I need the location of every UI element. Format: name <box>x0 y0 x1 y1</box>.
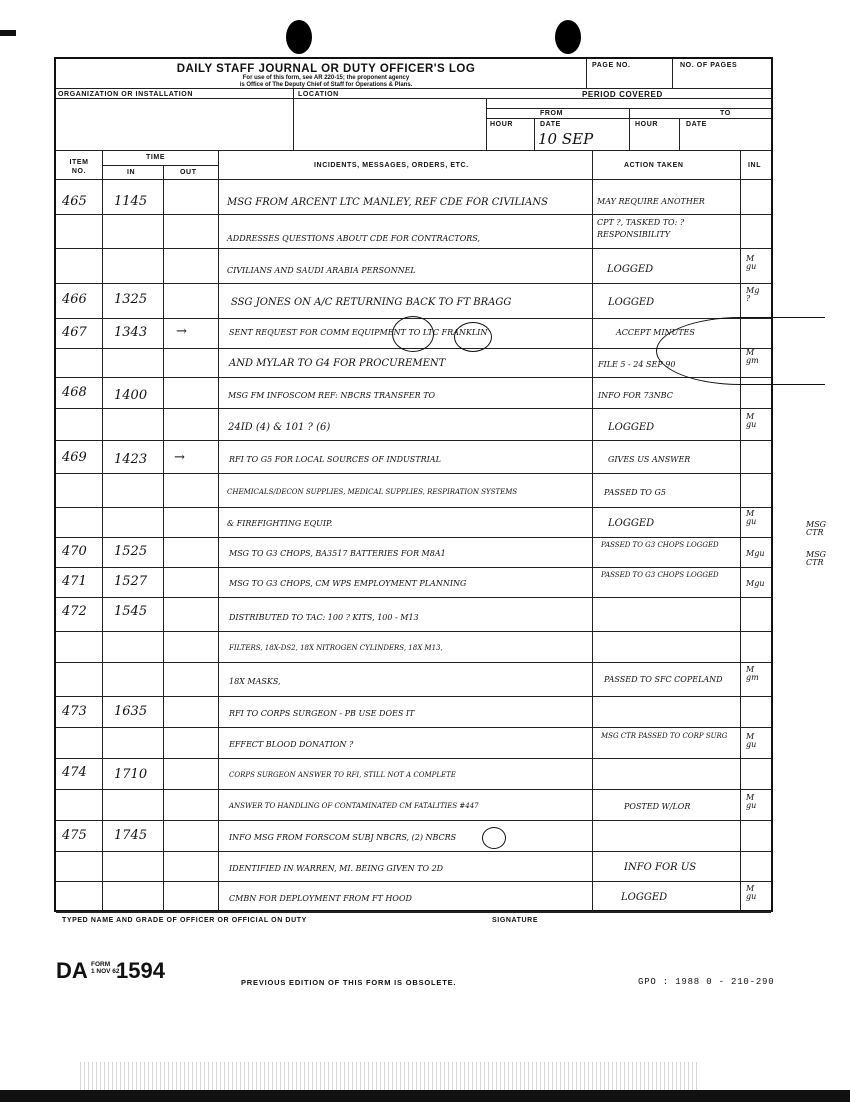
row-8-action: GIVES US ANSWER <box>608 455 691 464</box>
row-16-item: 473 <box>62 704 87 719</box>
row-16-in: 1635 <box>114 704 148 719</box>
row-11-action: PASSED TO G3 CHOPS LOGGED <box>601 541 719 549</box>
row-21-text: IDENTIFIED IN WARREN, MI. BEING GIVEN TO 2D <box>229 864 444 873</box>
hole-punch-right <box>555 20 581 54</box>
row-8-in: 1423 <box>114 452 148 467</box>
row-18-item: 474 <box>62 765 87 780</box>
form-title-block <box>161 63 491 88</box>
time-label: TIME <box>146 154 166 161</box>
from-hour-label: HOUR <box>490 121 514 128</box>
row-9-text: CHEMICALS/DECON SUPPLIES, MEDICAL SUPPLIES, RESPIRATION SYSTEMS <box>227 488 518 496</box>
row-6-item: 468 <box>62 385 87 400</box>
row-11-item: 470 <box>62 544 87 559</box>
row-12-initials: Mgu <box>746 579 765 588</box>
row-2-action: LOGGED <box>607 264 654 275</box>
row-3-item: 466 <box>62 292 87 307</box>
row-16-text: RFI TO CORPS SURGEON - PB USE DOES IT <box>229 709 415 718</box>
handwritten-circle <box>392 316 434 352</box>
row-0-item: 465 <box>62 194 87 209</box>
form-title: DAILY STAFF JOURNAL OR DUTY OFFICER'S LOG <box>176 63 476 75</box>
initials-label: INL <box>748 162 762 169</box>
footer-form-number: 1594 <box>116 958 165 983</box>
item-no-label <box>64 158 94 176</box>
row-0-in: 1145 <box>114 194 148 209</box>
row-17-text: EFFECT BLOOD DONATION ? <box>229 740 354 749</box>
from-label: FROM <box>540 110 564 117</box>
row-21-action: INFO FOR US <box>624 862 697 873</box>
row-13-text: DISTRIBUTED TO TAC: 100 ? KITS, 100 - M13 <box>229 613 419 622</box>
action-taken-label: ACTION TAKEN <box>624 162 684 169</box>
organization-label: ORGANIZATION OR INSTALLATION <box>58 91 194 98</box>
row-18-in: 1710 <box>114 767 148 782</box>
row-11-text: MSG TO G3 CHOPS, BA3517 BATTERIES FOR M8A1 <box>229 549 446 558</box>
row-17-initials: M gu <box>746 732 757 749</box>
row-5-action: FILE 5 - 24 SEP 90 <box>598 360 676 369</box>
row-15-action: PASSED TO SFC COPELAND <box>604 675 723 684</box>
no-of-pages-label: NO. OF PAGES <box>680 62 738 69</box>
row-19-action: POSTED W/LOR <box>624 802 691 811</box>
row-12-text: MSG TO G3 CHOPS, CM WPS EMPLOYMENT PLANNING <box>229 579 467 588</box>
row-0-text: MSG FROM ARCENT LTC MANLEY, REF CDE FOR CIVILIANS <box>227 197 548 208</box>
row-3-action: LOGGED <box>608 297 655 308</box>
journal-form <box>54 57 773 924</box>
footer-da: DA <box>56 958 88 983</box>
item-no-label-text: ITEM NO. <box>69 159 89 175</box>
row-22-initials: M gu <box>746 884 757 901</box>
row-12-item: 471 <box>62 574 87 589</box>
row-9-action: PASSED TO G5 <box>604 488 666 497</box>
row-4-item: 467 <box>62 325 87 340</box>
incidents-label: INCIDENTS, MESSAGES, ORDERS, ETC. <box>314 162 469 169</box>
row-6-in: 1400 <box>114 388 148 403</box>
row-12-in: 1527 <box>114 574 148 589</box>
margin-note-msg-ctr-1: MSG CTR <box>806 520 827 537</box>
row-6-text: MSG FM INFOSCOM REF: NBCRS TRANSFER TO <box>228 391 436 400</box>
scan-edge-mark <box>0 30 16 36</box>
footer-form-label: FORM <box>91 961 111 968</box>
footer-gpo: GPO : 1988 0 - 210-290 <box>638 977 775 987</box>
row-12-action: PASSED TO G3 CHOPS LOGGED <box>601 571 719 579</box>
row-1-action: CPT ?, TASKED TO: ? RESPONSIBILITY <box>597 218 685 239</box>
hole-punch-left <box>286 20 312 54</box>
from-date-value: 10 SEP <box>538 130 594 148</box>
handwritten-oval <box>656 317 825 385</box>
row-20-in: 1745 <box>114 828 148 843</box>
row-4-action: ACCEPT MINUTES <box>616 328 695 337</box>
row-19-text: ANSWER TO HANDLING OF CONTAMINATED CM FATALITIES #447 <box>229 802 479 810</box>
scan-bottom-edge <box>0 1090 850 1102</box>
period-covered-label: PERIOD COVERED <box>582 90 663 99</box>
margin-note-msg-ctr-2: MSG CTR <box>806 550 827 567</box>
row-14-text: FILTERS, 18X-DS2, 18X NITROGEN CYLINDERS, 18X M13, <box>229 644 443 652</box>
to-hour-label: HOUR <box>635 121 659 128</box>
page-no-label: PAGE NO. <box>592 62 631 69</box>
row-7-text: 24ID (4) & 101 ? (6) <box>228 422 331 433</box>
row-11-in: 1525 <box>114 544 148 559</box>
row-7-initials: M gu <box>746 412 757 429</box>
row-0-action: MAY REQUIRE ANOTHER <box>597 197 705 206</box>
row-5-initials: M gm <box>746 348 759 365</box>
row-6-action: INFO FOR 73NBC <box>598 391 673 400</box>
row-8-out: → <box>174 450 185 465</box>
footer-form-date: 1 NOV 62 <box>91 968 120 975</box>
from-date-label: DATE <box>540 121 561 128</box>
to-date-label: DATE <box>686 121 707 128</box>
row-15-text: 18X MASKS, <box>229 677 281 686</box>
row-3-in: 1325 <box>114 292 148 307</box>
row-10-text: & FIREFIGHTING EQUIP. <box>227 519 333 528</box>
row-20-text: INFO MSG FROM FORSCOM SUBJ NBCRS, (2) NBCRS <box>229 833 457 842</box>
row-2-text: CIVILIANS AND SAUDI ARABIA PERSONNEL <box>227 266 416 275</box>
row-2-initials: M gu <box>746 254 757 271</box>
time-in-label: IN <box>127 169 136 176</box>
row-17-action: MSG CTR PASSED TO CORP SURG <box>601 732 728 740</box>
handwritten-circle <box>454 322 492 352</box>
form-subtitle-1: For use of this form, see AR 220-15; the proponent agency <box>242 75 410 81</box>
typed-name-label: TYPED NAME AND GRADE OF OFFICER OR OFFICIAL ON DUTY <box>62 917 307 924</box>
signature-label: SIGNATURE <box>492 917 539 924</box>
row-7-action: LOGGED <box>608 422 655 433</box>
row-18-text: CORPS SURGEON ANSWER TO RFI, STILL NOT A COMPLETE <box>229 771 456 779</box>
row-11-initials: Mgu <box>746 549 765 558</box>
row-1-text: ADDRESSES QUESTIONS ABOUT CDE FOR CONTRACTORS, <box>227 234 481 243</box>
row-10-initials: M gu <box>746 509 757 526</box>
row-3-initials: Mg ? <box>746 286 760 303</box>
row-8-item: 469 <box>62 450 87 465</box>
row-22-action: LOGGED <box>621 892 668 903</box>
row-13-in: 1545 <box>114 604 148 619</box>
row-4-out: → <box>176 324 187 339</box>
row-10-action: LOGGED <box>608 518 655 529</box>
to-label: TO <box>720 110 731 117</box>
form-subtitle-2: is Office of The Deputy Chief of Staff for Operations & Plans. <box>239 81 413 88</box>
row-8-text: RFI TO G5 FOR LOCAL SOURCES OF INDUSTRIAL <box>229 455 441 464</box>
scan-noise <box>80 1062 700 1090</box>
row-4-in: 1343 <box>114 325 148 340</box>
location-label: LOCATION <box>298 91 339 98</box>
row-3-text: SSG JONES ON A/C RETURNING BACK TO FT BRAGG <box>231 297 512 308</box>
row-4-text: SENT REQUEST FOR COMM EQUIPMENT TO LTC FRANKLIN <box>229 328 488 337</box>
row-5-text: AND MYLAR TO G4 FOR PROCUREMENT <box>229 358 446 369</box>
row-13-item: 472 <box>62 604 87 619</box>
row-20-item: 475 <box>62 828 87 843</box>
footer-previous-edition: PREVIOUS EDITION OF THIS FORM IS OBSOLETE. <box>241 978 457 987</box>
row-19-initials: M gu <box>746 793 757 810</box>
handwritten-circle <box>482 827 506 849</box>
time-out-label: OUT <box>180 169 197 176</box>
row-15-initials: M gm <box>746 665 759 682</box>
row-22-text: CMBN FOR DEPLOYMENT FROM FT HOOD <box>229 894 412 903</box>
